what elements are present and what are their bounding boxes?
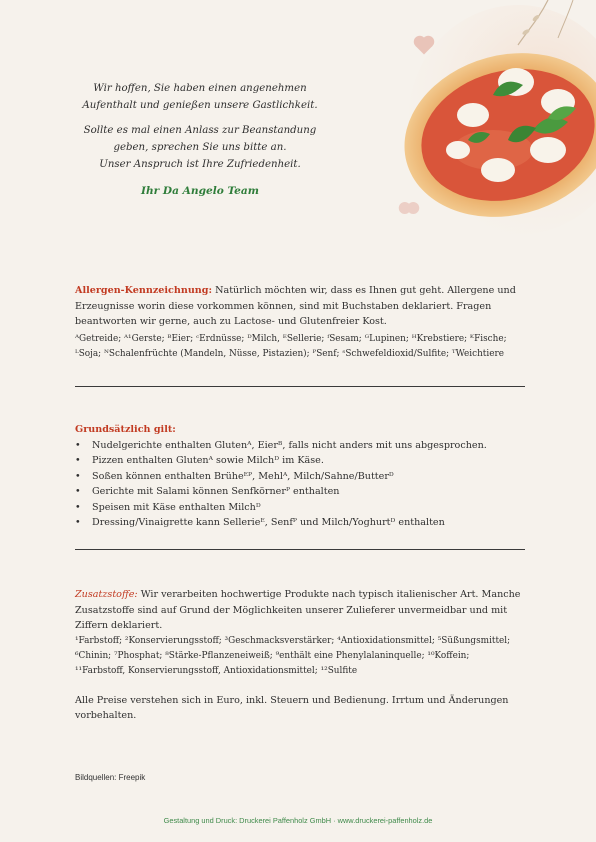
intro-message xyxy=(60,80,340,200)
list-item: • Pizzen enthalten Glutenᴬ sowie Milchᴰ im Käse. xyxy=(75,453,530,469)
pizza-illustration xyxy=(398,0,596,250)
allergen-codes-line: ᴬGetreide; ᴬ¹Gerste; ᴮEier; ᶜErdnüsse; ᴰMilch, ᴱSellerie; ᶠSesam; ᴳLupinen; ᴴKrebstiere; ᴷFische; xyxy=(75,333,507,344)
list-item: • Soßen können enthalten Brüheᴱᴾ, Mehlᴬ, Milch/Sahne/Butterᴰ xyxy=(75,469,530,485)
allergen-heading: Allergen-Kennzeichnung: xyxy=(75,285,213,296)
footer: Gestaltung und Druck: Druckerei Paffenholz GmbH · www.druckerei-paffenholz.de xyxy=(163,816,433,825)
allergen-codes-line: ᴸSoja; ᴺSchalenfrüchte (Mandeln, Nüsse, Pistazien); ᴾSenf; ˢSchwefeldioxid/Sulfite; ᵀWeichtiere xyxy=(75,348,504,359)
additive-codes-line: ⁶Chinin; ⁷Phosphat; ⁸Stärke-Pflanzeneiweiß; ⁹enthält eine Phenylalaninquelle; ¹⁰Koffein; xyxy=(75,650,470,661)
list-item: • Nudelgerichte enthalten Glutenᴬ, Eierᴮ, falls nicht anders mit uns abgesprochen. xyxy=(75,438,530,454)
divider xyxy=(75,386,525,387)
basics-section xyxy=(75,422,530,531)
intro-line: Unser Anspruch ist Ihre Zufriedenheit. xyxy=(99,159,301,170)
image-credits: Bildquellen: Freepik xyxy=(75,773,146,782)
divider xyxy=(75,549,525,550)
list-item: • Speisen mit Käse enthalten Milchᴰ xyxy=(75,500,530,516)
additives-heading: Zusatzstoffe: xyxy=(75,589,138,600)
additive-codes-line: ¹Farbstoff; ²Konservierungsstoff; ³Geschmacksverstärker; ⁴Antioxidationsmittel; ⁵Süßungsmittel; xyxy=(75,635,511,646)
intro-line: geben, sprechen Sie uns bitte an. xyxy=(113,142,287,153)
allergen-text: Natürlich möchten wir, dass es Ihnen gut geht. Allergene und Erzeugnisse worin diese vorkommen können, sind mit Buchstaben deklariert. Fragen beantworten wir gerne, auch zu Lactose- und Glutenfreier Kost. xyxy=(75,285,516,327)
additives-text: Wir verarbeiten hochwertige Produkte nach typisch italienischer Art. Manche Zusatzstoffe sind auf Grund der Möglichkeiten unserer Zulieferer unvermeidbar und mit Ziffern deklariert. xyxy=(75,589,521,631)
basics-list xyxy=(75,438,530,531)
price-note: Alle Preise verstehen sich in Euro, inkl. Steuern und Bedienung. Irrtum und Änderungen vorbehalten. xyxy=(75,694,509,721)
signature: Ihr Da Angelo Team xyxy=(141,185,259,197)
basics-heading: Grundsätzlich gilt: xyxy=(75,424,176,435)
list-item: • Gerichte mit Salami können Senfkörnerᴾ enthalten xyxy=(75,484,530,500)
intro-line: Aufenthalt und genießen unsere Gastlichkeit. xyxy=(82,100,318,111)
intro-line: Wir hoffen, Sie haben einen angenehmen xyxy=(93,83,307,94)
list-item: • Dressing/Vinaigrette kann Sellerieᴱ, Senfᴾ und Milch/Yoghurtᴰ enthalten xyxy=(75,515,530,531)
additives-intro xyxy=(75,587,530,634)
additives-section xyxy=(75,587,530,724)
additive-codes-line: ¹¹Farbstoff, Konservierungsstoff, Antioxidationsmittel; ¹²Sulfite xyxy=(75,665,358,676)
allergen-section xyxy=(75,283,530,362)
heart-icon xyxy=(405,204,413,212)
allergen-intro xyxy=(75,283,530,330)
intro-line: Sollte es mal einen Anlass zur Beanstandung xyxy=(83,125,317,136)
